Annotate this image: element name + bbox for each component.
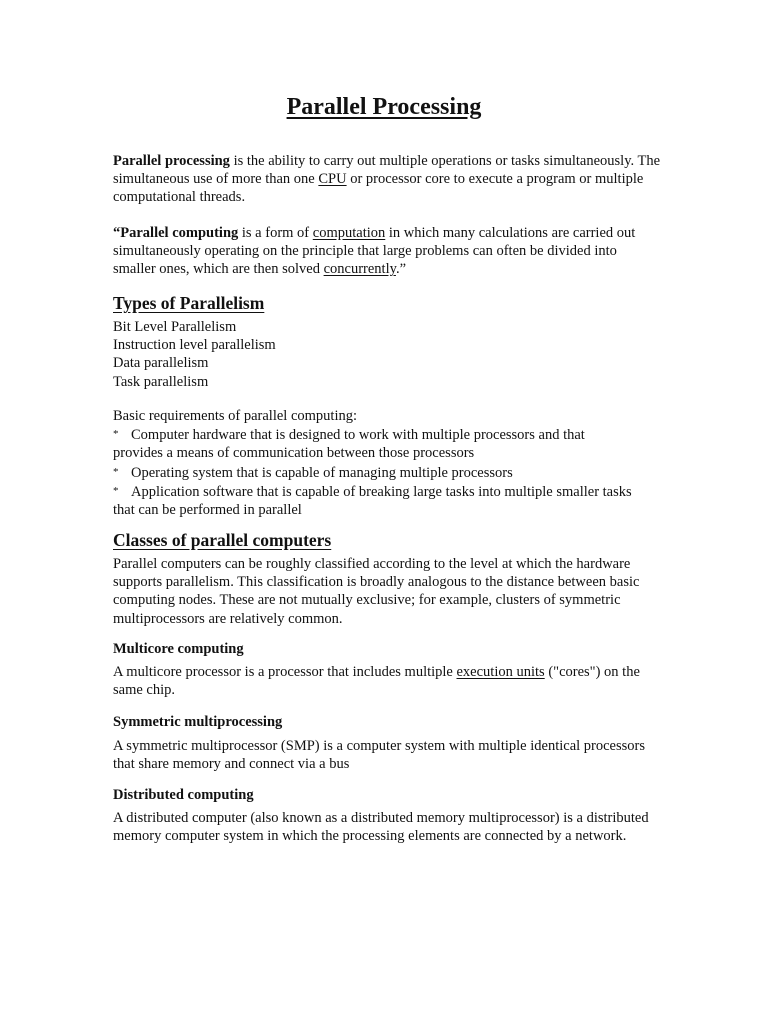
intro-text-2: or processor core to execute a program or multiple computational threads. — [113, 171, 644, 206]
requirement-text: Application software that is capable of breaking large tasks into multiple smaller tasks — [131, 483, 632, 500]
types-item: Task parallelism — [113, 373, 209, 390]
distributed-heading: Distributed computing — [113, 787, 254, 803]
multicore-paragraph — [113, 663, 661, 699]
intro-term: Parallel processing — [113, 153, 230, 169]
quote-paragraph — [113, 224, 661, 279]
quote-text-1: is a form of — [238, 225, 313, 241]
types-item: Data parallelism — [113, 355, 209, 372]
multicore-heading: Multicore computing — [113, 641, 244, 657]
asterisk-bullet-icon: * — [113, 484, 119, 497]
page-title: Parallel Processing — [286, 94, 482, 120]
quote-term: Parallel computing — [120, 225, 239, 241]
requirement-item — [113, 425, 661, 444]
requirement-item — [113, 463, 661, 482]
execution-units-link[interactable]: execution units — [456, 664, 545, 680]
multicore-text-1: A multicore processor is a processor that includes multiple — [113, 664, 457, 680]
cpu-link[interactable]: CPU — [318, 171, 347, 188]
smp-heading: Symmetric multiprocessing — [113, 714, 283, 730]
requirement-text: Operating system that is capable of managing multiple processors — [131, 464, 513, 481]
types-item: Instruction level parallelism — [113, 337, 276, 354]
requirements-intro: Basic requirements of parallel computing: — [113, 408, 358, 424]
requirement-item — [113, 482, 661, 501]
classes-paragraph: Parallel computers can be roughly classified according to the level at which the hardware supports parallelism. This classification is broadly analogous to the distance between basic computing nodes. These are not mutually exclusive; for example, clusters of symmetric multiprocessors are relatively common. — [113, 556, 640, 627]
concurrently-link[interactable]: concurrently — [323, 261, 396, 278]
types-heading: Types of Parallelism — [113, 293, 265, 313]
multicore-text-2: ("cores") on the same chip. — [113, 664, 640, 699]
requirement-continuation: provides a means of communication between those processors — [113, 445, 475, 462]
asterisk-bullet-icon: * — [113, 428, 119, 441]
classes-heading: Classes of parallel computers — [113, 530, 332, 550]
intro-text-1: is the ability to carry out multiple operations or tasks simultaneously. The simultaneous use of more than one — [113, 153, 661, 188]
intro-paragraph — [113, 152, 661, 207]
types-item: Bit Level Parallelism — [113, 319, 237, 335]
requirements-block — [113, 407, 661, 519]
requirement-text: Computer hardware that is designed to work with multiple processors and that — [131, 427, 585, 444]
quote-open: “ — [113, 225, 121, 241]
smp-paragraph: A symmetric multiprocessor (SMP) is a computer system with multiple identical processors that share memory and connect via a bus — [113, 738, 645, 773]
types-list — [113, 318, 661, 391]
asterisk-bullet-icon: * — [113, 465, 119, 478]
computation-link[interactable]: computation — [312, 225, 386, 241]
quote-text-2: in which many calculations are carried out simultaneously operating on the principle that large problems can often be divided into smaller ones, which are then solved — [113, 225, 636, 278]
distributed-paragraph: A distributed computer (also known as a distributed memory multiprocessor) is a distributed memory computer system in which the processing elements are connected by a network. — [113, 810, 649, 845]
quote-close: .” — [395, 261, 406, 278]
requirement-continuation: that can be performed in parallel — [113, 502, 302, 519]
